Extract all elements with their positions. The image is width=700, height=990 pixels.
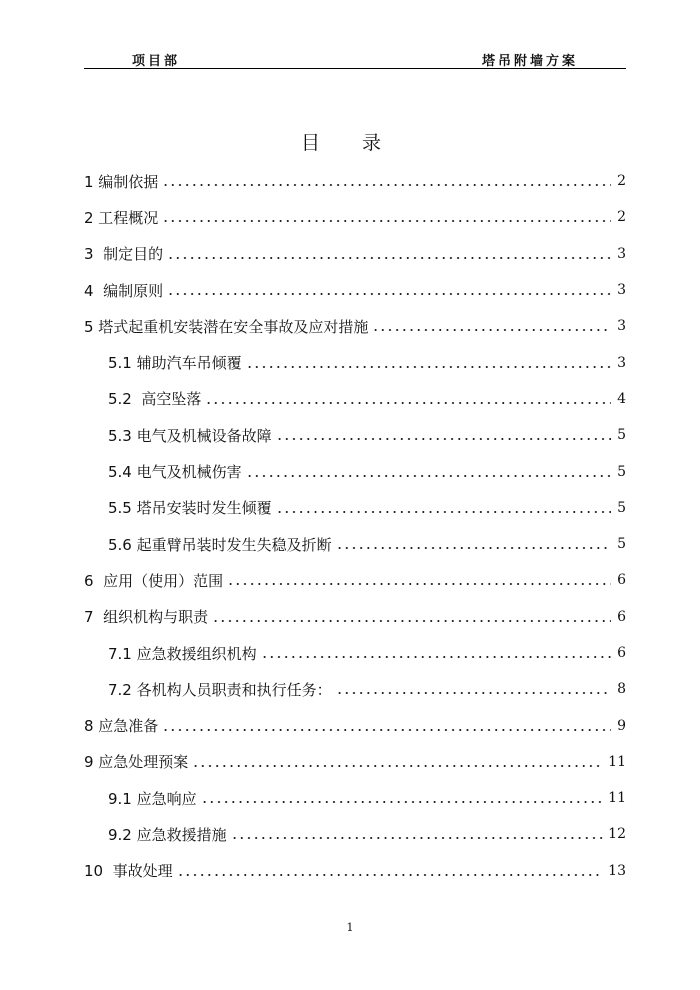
- toc-entry-label: 5.6 起重臂吊装时发生失稳及折断: [108, 535, 332, 554]
- toc-entry[interactable]: [84, 272, 626, 308]
- toc-entry[interactable]: [84, 816, 626, 852]
- toc-entry-page: 13: [608, 862, 626, 879]
- toc-entry-label: 5.2 高空坠落: [108, 390, 202, 409]
- toc-entry-page: 2: [617, 209, 626, 226]
- toc-entry-page: 5: [617, 536, 626, 553]
- toc-entry-page: 5: [617, 463, 626, 480]
- toc-entry-page: 2: [617, 173, 626, 190]
- toc-entry[interactable]: [84, 236, 626, 272]
- toc-entry[interactable]: [84, 671, 626, 707]
- toc-dot-leader: [246, 365, 611, 369]
- toc-entry-label: 5.5 塔吊安装时发生倾覆: [108, 499, 272, 518]
- toc-entry[interactable]: [84, 526, 626, 562]
- toc-entry[interactable]: [84, 308, 626, 344]
- header-divider: [84, 68, 626, 69]
- toc-entry-page: 3: [617, 354, 626, 371]
- toc-entry[interactable]: [84, 744, 626, 780]
- toc-dot-leader: [231, 836, 604, 840]
- toc-entry[interactable]: [84, 344, 626, 380]
- toc-entry-label: 7.1 应急救援组织机构: [108, 644, 257, 663]
- toc-dot-leader: [162, 219, 611, 223]
- toc-dot-leader: [261, 655, 611, 659]
- toc-dot-leader: [336, 691, 611, 695]
- toc-entry[interactable]: [84, 199, 626, 235]
- toc-entry-page: 11: [608, 790, 626, 807]
- toc-dot-leader: [336, 546, 611, 550]
- toc-dot-leader: [372, 328, 611, 332]
- toc-title: 目 录: [300, 132, 400, 154]
- toc-entry-label: 1 编制依据: [84, 172, 159, 191]
- toc-dot-leader: [192, 764, 603, 768]
- toc-entry-page: 3: [617, 318, 626, 335]
- toc-entry-page: 3: [617, 245, 626, 262]
- toc-entry[interactable]: [84, 599, 626, 635]
- toc-entry[interactable]: [84, 562, 626, 598]
- toc-entry-label: 5.4 电气及机械伤害: [108, 463, 242, 482]
- toc-dot-leader: [162, 183, 611, 187]
- toc-entry-label: 2 工程概况: [84, 208, 159, 227]
- toc-entry-label: 4 编制原则: [84, 281, 164, 300]
- toc-entry-page: 11: [608, 753, 626, 770]
- toc-entry-label: 3 制定目的: [84, 245, 164, 264]
- toc-dot-leader: [205, 401, 611, 405]
- toc-entry-label: 7 组织机构与职责: [84, 608, 209, 627]
- toc-entry[interactable]: [84, 163, 626, 199]
- toc-entry-page: 6: [617, 608, 626, 625]
- toc-entry[interactable]: [84, 780, 626, 816]
- toc-entry-label: 5.3 电气及机械设备故障: [108, 426, 272, 445]
- toc-entry[interactable]: [84, 490, 626, 526]
- toc-entry-label: 10 事故处理: [84, 862, 173, 881]
- toc-entry-label: 9.1 应急响应: [108, 789, 197, 808]
- toc-dot-leader: [227, 582, 611, 586]
- toc-entry-label: 9.2 应急救援措施: [108, 825, 227, 844]
- toc-dot-leader: [177, 873, 604, 877]
- toc-entry[interactable]: [84, 707, 626, 743]
- toc-entry[interactable]: [84, 417, 626, 453]
- toc-dot-leader: [246, 474, 611, 478]
- toc-entry[interactable]: [84, 381, 626, 417]
- toc-entry-page: 5: [617, 499, 626, 516]
- toc-entry-page: 12: [608, 826, 626, 843]
- toc-entry-label: 6 应用（使用）范围: [84, 571, 224, 590]
- header-document-title: 塔吊附墙方案: [481, 54, 578, 69]
- toc-entry-page: 3: [617, 282, 626, 299]
- toc-entry-page: 9: [617, 717, 626, 734]
- table-of-contents: [84, 163, 626, 889]
- toc-entry-page: 6: [617, 572, 626, 589]
- page-number: 1: [346, 921, 354, 934]
- toc-entry[interactable]: [84, 853, 626, 889]
- toc-entry-page: 4: [617, 390, 626, 407]
- toc-dot-leader: [276, 437, 611, 441]
- header-project-department: 项目部: [132, 54, 181, 69]
- toc-entry-page: 8: [617, 681, 626, 698]
- toc-dot-leader: [167, 292, 611, 296]
- toc-dot-leader: [201, 800, 604, 804]
- toc-dot-leader: [276, 510, 611, 514]
- toc-entry-label: 8 应急准备: [84, 717, 159, 736]
- toc-entry-page: 5: [617, 427, 626, 444]
- toc-entry-page: 6: [617, 645, 626, 661]
- toc-dot-leader: [212, 619, 611, 623]
- toc-entry-label: 7.2 各机构人员职责和执行任务：: [108, 680, 332, 699]
- toc-entry[interactable]: [84, 453, 626, 489]
- toc-entry-label: 5.1 辅助汽车吊倾覆: [108, 354, 242, 373]
- toc-entry-label: 9 应急处理预案: [84, 753, 189, 772]
- toc-dot-leader: [167, 256, 611, 260]
- toc-dot-leader: [162, 728, 611, 732]
- toc-entry[interactable]: [84, 635, 626, 671]
- toc-entry-label: 5 塔式起重机安装潜在安全事故及应对措施: [84, 317, 369, 336]
